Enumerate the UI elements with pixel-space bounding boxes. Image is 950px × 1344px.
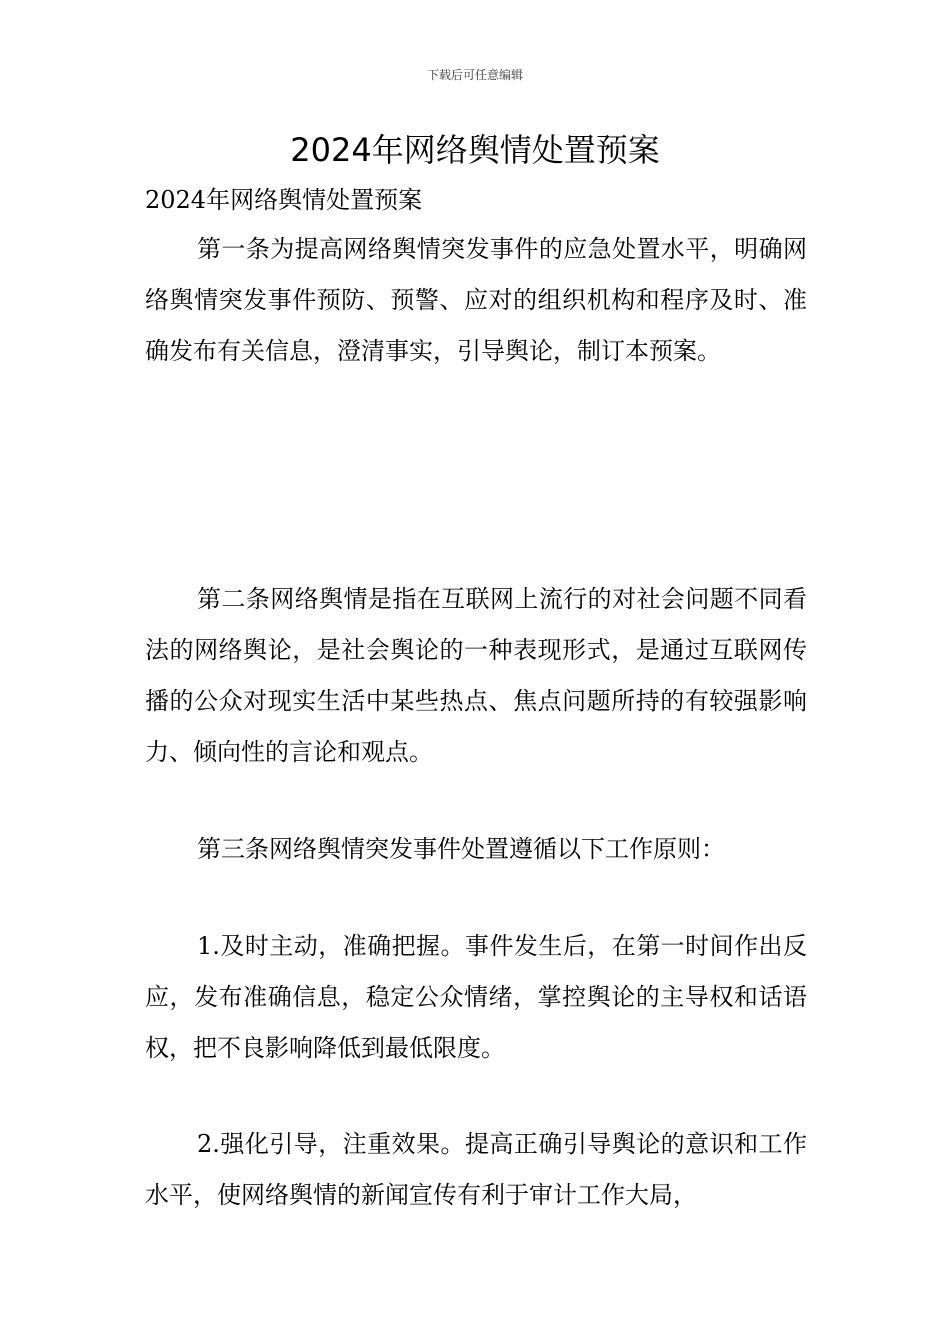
paragraph-principle-1: 1.及时主动，准确把握。事件发生后，在第一时间作出反应，发布准确信息，稳定公众情绪，掌控舆论的主导权和话语权，把不良影响降低到最低限度。: [145, 932, 807, 1062]
paragraph-principle-2: 2.强化引导，注重效果。提高正确引导舆论的意识和工作水平，使网络舆情的新闻宣传有利于审计工作大局，: [145, 1130, 807, 1209]
document-title: 2024年网络舆情处置预案: [290, 131, 660, 169]
paragraph-article-3: 第三条网络舆情突发事件处置遵循以下工作原则：: [197, 835, 725, 863]
paragraph-article-2: 第二条网络舆情是指在互联网上流行的对社会问题不同看法的网络舆论，是社会舆论的一种表现形式，是通过互联网传播的公众对现实生活中某些热点、焦点问题所持的有较强影响力、倾向性的言论和观点。: [145, 585, 807, 766]
document-subtitle: 2024年网络舆情处置预案: [145, 186, 423, 214]
header-note: 下载后可任意编辑: [426, 68, 523, 82]
paragraph-article-1: 第一条为提高网络舆情突发事件的应急处置水平，明确网络舆情突发事件预防、预警、应对的组织机构和程序及时、准确发布有关信息，澄清事实，引导舆论，制订本预案。: [145, 235, 807, 365]
